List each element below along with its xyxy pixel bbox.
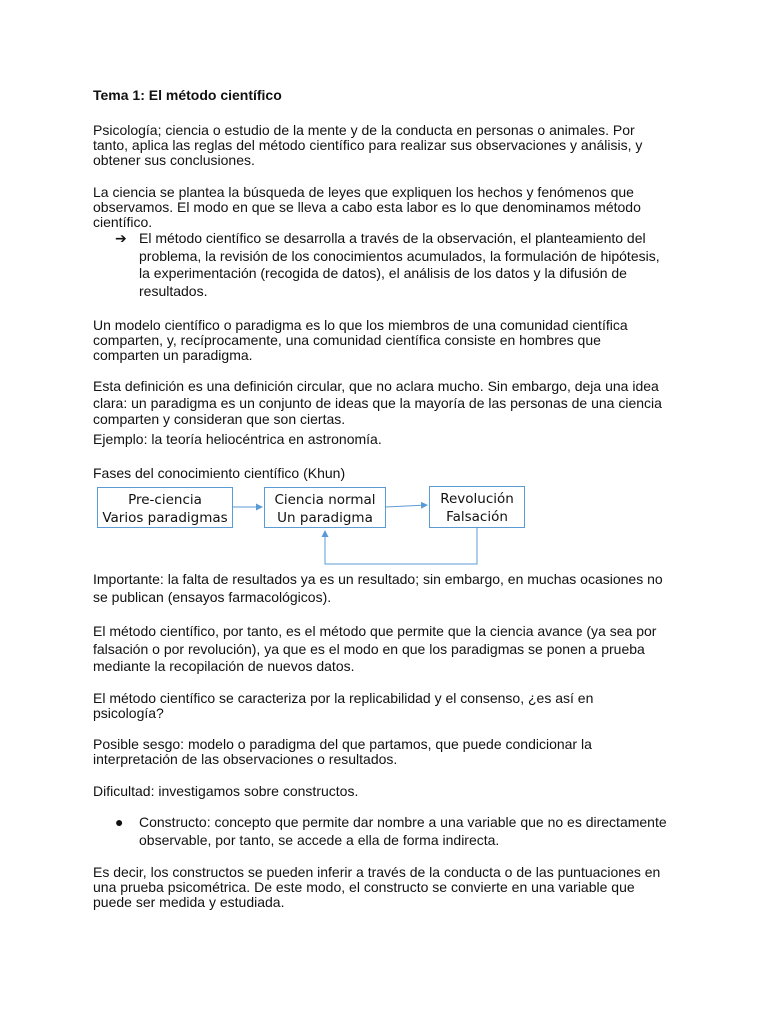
box-ciencia-normal-line1: Ciencia normal	[274, 492, 376, 508]
paragraph-dificultad: Dificultad: investigamos sobre constructos.	[93, 783, 359, 799]
box-ciencia-normal	[264, 487, 386, 528]
document-title: Tema 1: El método científico	[93, 87, 282, 103]
paragraph-metodo: El método científico, por tanto, es el método que permite que la ciencia avance (ya sea por falsación o por revolución), ya que es el modo en que los paradigmas se ponen a prueba mediante la recopilación de nuevos datos.	[93, 623, 657, 674]
paragraph-definicion: Esta definición es una definición circular, que no aclara mucho. Sin embargo, deja una idea clara: un paradigma es un conjunto de ideas que la mayoría de las personas de una ciencia comparten y consideran que son ciertas.	[93, 378, 662, 427]
arrow-normal-to-revolucion	[386, 505, 427, 507]
box-revolucion-line2: Falsación	[446, 509, 508, 525]
box-ciencia-normal-line2: Un paradigma	[277, 510, 373, 526]
box-revolucion	[429, 486, 525, 528]
paragraph-modelo: Un modelo científico o paradigma es lo que los miembros de una comunidad científica comparten, y, recíprocamente, una comunidad científica consiste en hombres que comparten un paradigma.	[93, 317, 628, 363]
kuhn-phases-diagram	[95, 485, 525, 567]
paragraph-sesgo: Posible sesgo: modelo o paradigma del que partamos, que puede condicionar la interpretación de las observaciones o resultados.	[93, 736, 592, 767]
box-pre-ciencia-line1: Pre-ciencia	[128, 492, 202, 508]
paragraph-ciencia: La ciencia se plantea la búsqueda de leyes que expliquen los hechos y fenómenos que observamos. El modo en que se lleva a cabo esta labor es lo que denominamos método científico.	[93, 184, 641, 230]
paragraph-psicologia: Psicología; ciencia o estudio de la mente y de la conducta en personas o animales. Por tanto, aplica las reglas del método científico para realizar sus observaciones y análisis, y obtener sus conclusiones.	[93, 122, 643, 168]
box-pre-ciencia-line2: Varios paradigmas	[102, 510, 228, 526]
diagram-caption: Fases del conocimiento científico (Khun)	[93, 465, 346, 481]
paragraph-replicabilidad: El método científico se caracteriza por la replicabilidad y el consenso, ¿es así en psicología?	[93, 690, 594, 721]
paragraph-constructos: Es decir, los constructos se pueden inferir a través de la conducta o de las puntuaciones en una prueba psicométrica. De este modo, el constructo se convierte en una variable que puede ser medida y estudiada.	[93, 864, 661, 910]
box-pre-ciencia	[97, 487, 233, 528]
arrow-bullet-icon: ➔	[115, 230, 127, 246]
feedback-loop-line	[325, 528, 477, 564]
paragraph-ejemplo: Ejemplo: la teoría heliocéntrica en astronomía.	[93, 431, 382, 447]
bullet-dot-icon: ●	[115, 814, 124, 830]
box-revolucion-line1: Revolución	[440, 491, 514, 507]
bullet-list-item-text: Constructo: concepto que permite dar nombre a una variable que no es directamente observable, por tanto, se accede a ella de forma indirecta.	[139, 814, 667, 848]
arrow-list-item-text: El método científico se desarrolla a través de la observación, el planteamiento del problema, la revisión de los conocimientos acumulados, la formulación de hipótesis, la experimentación (recogida de datos), el análisis de los datos y la difusión de resultados.	[139, 230, 660, 299]
paragraph-importante: Importante: la falta de resultados ya es un resultado; sin embargo, en muchas ocasiones no se publican (ensayos farmacológicos).	[93, 571, 663, 605]
